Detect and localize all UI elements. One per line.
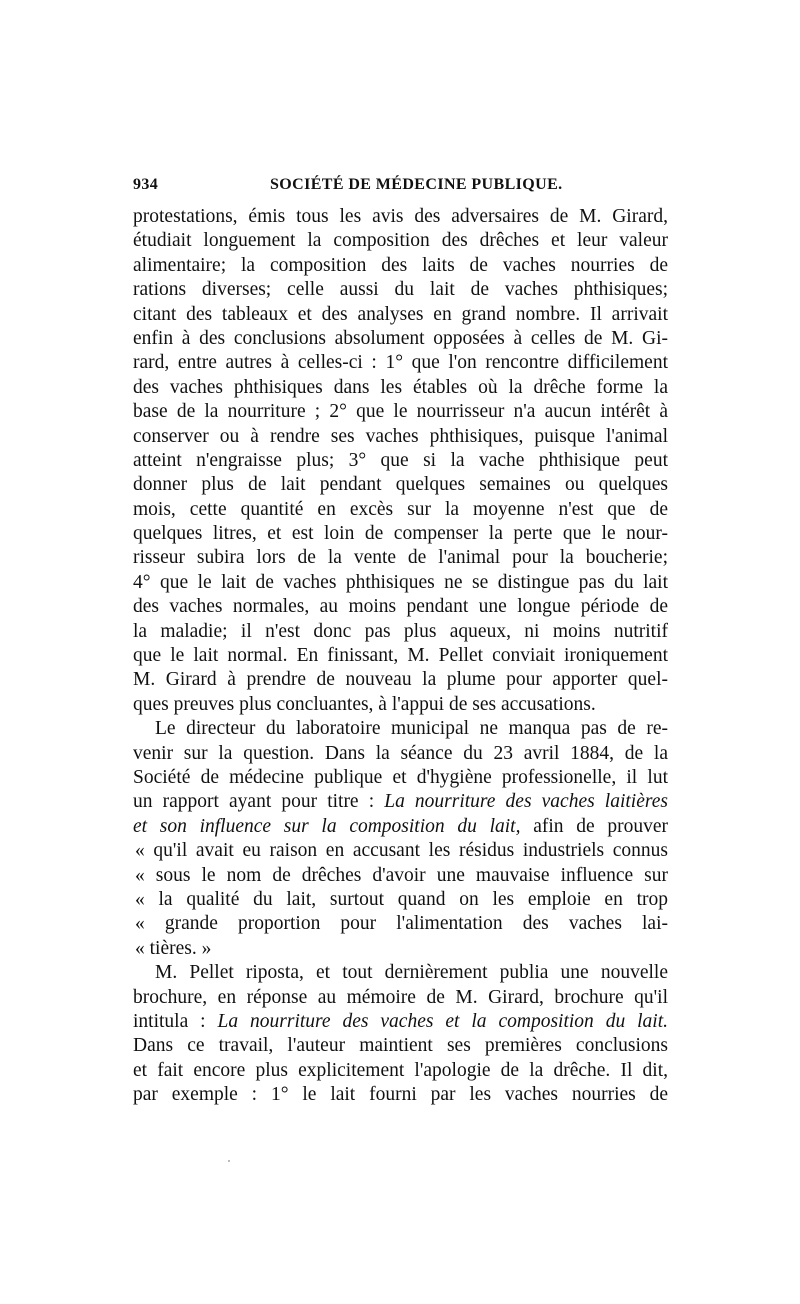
text-line: base de la nourriture ; 2° que le nourrisseur n'a aucun intérêt à	[133, 401, 668, 423]
italic-title-cont: et son influence sur la composition du lait,	[133, 815, 521, 837]
text-line: Dans ce travail, l'auteur maintient ses premières conclusions	[133, 1035, 668, 1057]
quote-line: « tières. »	[135, 937, 212, 959]
text-line: donner plus de lait pendant quelques semaines ou quelques	[133, 474, 668, 496]
quote-line: « sous le nom de drêches d'avoir une mauvaise influence sur	[135, 864, 668, 886]
italic-title: La nourriture des vaches et la composition du lait.	[217, 1010, 669, 1032]
text-line: atteint n'engraisse plus; 3° que si la vache phthisique peut	[133, 449, 668, 471]
text-line: des vaches phthisiques dans les étables où la drêche forme la	[133, 376, 668, 398]
text-line-with-title	[133, 790, 668, 814]
italic-title: La nourriture des vaches laitières	[384, 791, 668, 813]
text-line: M. Girard à prendre de nouveau la plume pour apporter quel-	[133, 669, 668, 691]
text-line: des vaches normales, au moins pendant une longue période de	[133, 596, 668, 618]
text-segment: un rapport ayant pour titre :	[133, 791, 375, 813]
text-line: 4° que le lait de vaches phthisiques ne se distingue pas du lait	[133, 571, 668, 593]
text-line: par exemple : 1° le lait fourni par les vaches nourries de	[133, 1084, 668, 1106]
text-line: la maladie; il n'est donc pas plus aqueux, ni moins nutritif	[133, 620, 668, 642]
text-line: étudiait longuement la composition des drêches et leur valeur	[133, 230, 668, 252]
text-line: quelques litres, et est loin de compenser la perte que le nour-	[133, 523, 668, 545]
paper-speck	[228, 1160, 230, 1162]
text-line: mois, cette quantité en excès sur la moyenne n'est que de	[133, 498, 668, 520]
text-line: que le lait normal. En finissant, M. Pellet conviait ironiquement	[133, 645, 668, 667]
quote-line: « qu'il avait eu raison en accusant les résidus industriels connus	[135, 840, 668, 862]
text-line: enfin à des conclusions absolument opposées à celles de M. Gi-	[133, 327, 668, 349]
text-line: venir sur la question. Dans la séance du 23 avril 1884, de la	[133, 742, 668, 764]
text-line: Le directeur du laboratoire municipal ne manqua pas de re-	[155, 718, 668, 740]
text-line-with-title	[133, 815, 668, 839]
text-line: brochure, en réponse au mémoire de M. Girard, brochure qu'il	[133, 986, 668, 1008]
text-line: citant des tableaux et des analyses en grand nombre. Il arrivait	[133, 303, 668, 325]
page-number: 934	[133, 176, 159, 193]
text-line: risseur subira lors de la vente de l'animal pour la boucherie;	[133, 547, 668, 569]
text-line: rard, entre autres à celles-ci : 1° que l'on rencontre difficilement	[133, 352, 668, 374]
quote-line: « grande proportion pour l'alimentation des vaches lai-	[135, 913, 668, 935]
text-line: conserver ou à rendre ses vaches phthisiques, puisque l'animal	[133, 425, 668, 447]
page-header	[133, 176, 668, 198]
text-line: protestations, émis tous les avis des adversaires de M. Girard,	[133, 206, 668, 227]
text-line: et fait encore plus explicitement l'apologie de la drêche. Il dit,	[133, 1059, 668, 1081]
running-title: SOCIÉTÉ DE MÉDECINE PUBLIQUE.	[270, 176, 563, 193]
text-line: alimentaire; la composition des laits de vaches nourries de	[133, 254, 668, 276]
text-segment: intitula :	[133, 1010, 206, 1032]
text-segment: afin de prouver	[533, 815, 668, 837]
text-line: Société de médecine publique et d'hygiène professionelle, il lut	[133, 766, 668, 788]
text-line: M. Pellet riposta, et tout dernièrement publia une nouvelle	[155, 962, 668, 984]
text-line: rations diverses; celle aussi du lait de vaches phthisiques;	[133, 279, 668, 301]
text-line-with-title	[133, 1010, 668, 1034]
quote-line: « la qualité du lait, surtout quand on les emploie en trop	[135, 888, 668, 910]
text-line: ques preuves plus concluantes, à l'appui de ses accusations.	[133, 693, 596, 715]
body-text	[133, 205, 668, 1107]
